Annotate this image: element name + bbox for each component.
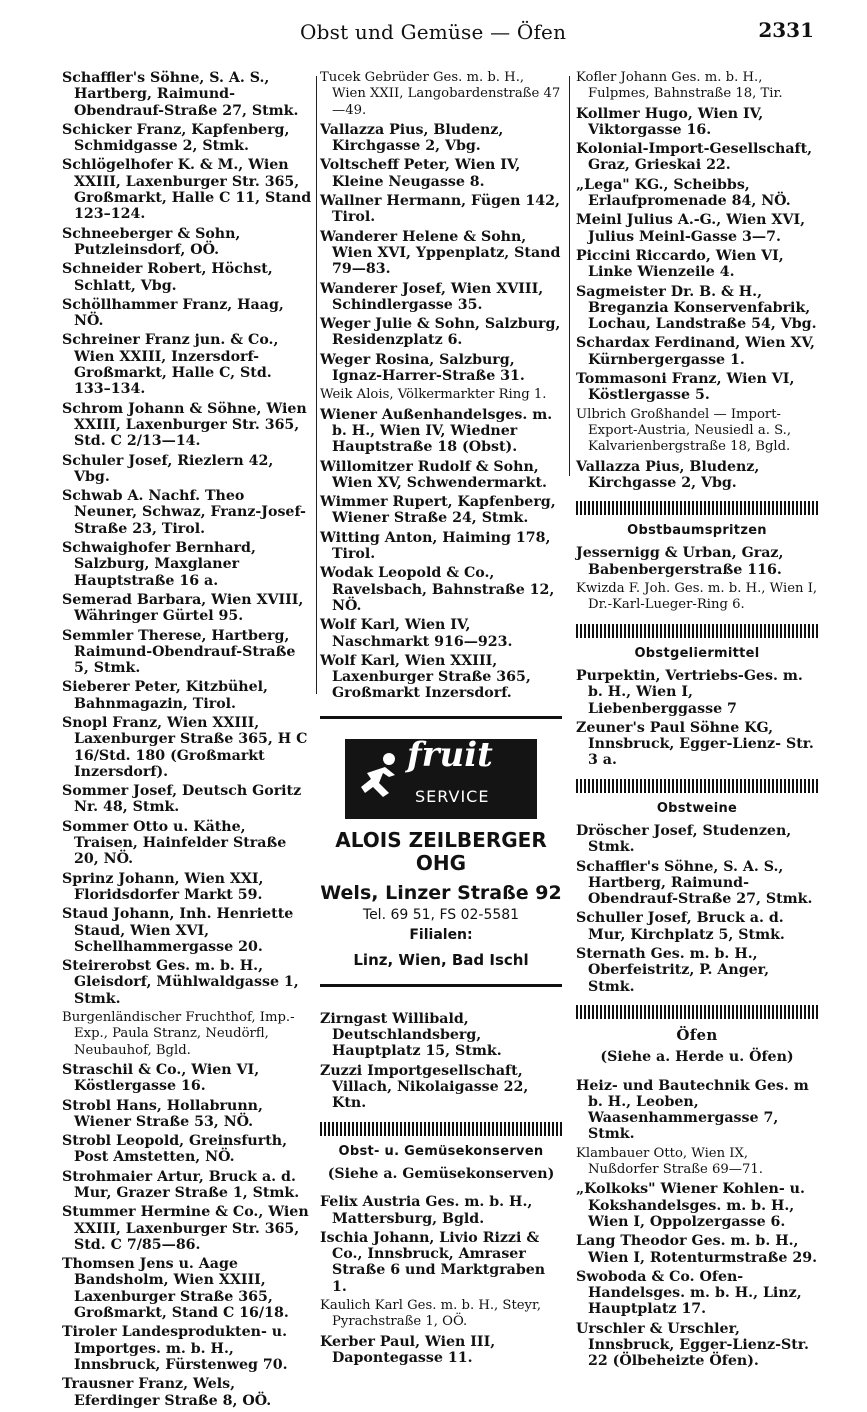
right-entries-section2 [576, 668, 818, 769]
logo-text: fruit [407, 734, 493, 775]
directory-entry: Dröscher Josef, Studenzen, Stmk. [576, 822, 792, 856]
section-subheading: (Siehe a. Herde u. Öfen) [600, 1049, 794, 1066]
directory-entry: Wolf Karl, Wien IV, Naschmarkt 916—923. [320, 617, 513, 650]
directory-entry: Schöllhammer Franz, Haag, NÖ. [62, 296, 284, 330]
ad-branches-label: Filialen: [409, 927, 473, 944]
advertisement [320, 716, 562, 987]
logo-subtext: SERVICE [415, 786, 490, 806]
right-entries-section1 [576, 545, 818, 613]
directory-entry: Strobl Hans, Hollabrunn, Wiener Straße 53, NÖ. [62, 1097, 263, 1130]
directory-entry: Weik Alois, Völkermarkter Ring 1. [320, 387, 547, 403]
middle-entries-bottom [320, 1194, 562, 1366]
directory-entry: Schwaighofer Bernhard, Salzburg, Maxglaner Hauptstraße 16 a. [62, 540, 256, 589]
section-heading-oefen: Öfen [676, 1025, 718, 1044]
directory-entry: Schardax Ferdinand, Wien XV, Kürnbergergasse 1. [576, 335, 815, 368]
column-middle [320, 70, 562, 1369]
directory-entry: Schlögelhofer K. & M., Wien XXIII, Laxenburger Str. 365, Großmarkt, Halle C 11, Stand 123–124. [62, 157, 312, 223]
directory-entry: Strobl Leopold, Greinsfurth, Post Amstetten, NÖ. [62, 1133, 288, 1166]
directory-entry: Sommer Otto u. Käthe, Traisen, Hainfelder Straße 20, NÖ. [62, 818, 287, 868]
directory-entry: Zuzzi Importgesellschaft, Villach, Nikolaigasse 22, Ktn. [320, 1062, 529, 1112]
directory-entry: Kerber Paul, Wien III, Dapontegasse 11. [320, 1333, 496, 1366]
directory-entry: Wolf Karl, Wien XXIII, Laxenburger Straße 365, Großmarkt Inzersdorf. [320, 652, 531, 702]
column-right [576, 70, 818, 1373]
ad-address: Wels, Linzer Straße 92 [320, 881, 562, 904]
page-title: Obst und Gemüse — Öfen [300, 20, 567, 44]
directory-entry: Lang Theodor Ges. m. b. H., Wien I, Rotenturmstraße 29. [576, 1233, 818, 1266]
right-entries-section4 [576, 1078, 818, 1370]
directory-entry: Sommer Josef, Deutsch Goritz Nr. 48, Stmk. [62, 783, 302, 816]
directory-entry: Weger Julie & Sohn, Salzburg, Residenzplatz 6. [320, 316, 561, 349]
directory-entry: Tucek Gebrüder Ges. m. b. H., Wien XXII, Langobardenstraße 47—49. [320, 70, 561, 118]
directory-entry: Zirngast Willibald, Deutschlandsberg, Hauptplatz 15, Stmk. [320, 1010, 502, 1060]
section-separator-bar [576, 1005, 818, 1019]
right-entries-section3 [576, 823, 818, 995]
directory-entry: Semerad Barbara, Wien XVIII, Währinger Gürtel 95. [62, 591, 304, 625]
directory-entry: Schaffler's Söhne, S. A. S., Hartberg, Raimund-Obendrauf-Straße 27, Stmk. [576, 858, 813, 908]
directory-entry: Willomitzer Rudolf & Sohn, Wien XV, Schwendermarkt. [320, 458, 547, 491]
directory-entry: Schneeberger & Sohn, Putzleinsdorf, OÖ. [62, 225, 241, 258]
column-left [62, 70, 312, 1412]
directory-entry: Trausner Franz, Wels, Eferdinger Straße 8, OÖ. [62, 1376, 272, 1409]
middle-entries-mid [320, 1011, 562, 1112]
directory-entry: Piccini Riccardo, Wien VI, Linke Wienzeile 4. [576, 247, 784, 281]
directory-entry: Straschil & Co., Wien VI, Köstlergasse 16. [62, 1061, 260, 1095]
directory-entry: Klambauer Otto, Wien IX, Nußdorfer Straße 69—71. [576, 1145, 763, 1178]
directory-entry: Zeuner's Paul Söhne KG, Innsbruck, Egger-Lienz- Str. 3 a. [576, 719, 814, 769]
directory-entry: Schrom Johann & Söhne, Wien XXIII, Laxenburger Str. 365, Std. C 2/13—14. [62, 400, 307, 450]
directory-entry: Schicker Franz, Kapfenberg, Schmidgasse 2, Stmk. [62, 121, 290, 155]
directory-entry: Urschler & Urschler, Innsbruck, Egger-Lienz-Str. 22 (Ölbeheizte Öfen). [576, 1320, 809, 1370]
ad-branches: Linz, Wien, Bad Ischl [353, 950, 529, 969]
directory-entry: Wanderer Helene & Sohn, Wien XVI, Yppenplatz, Stand 79—83. [320, 228, 561, 278]
directory-entry: Wimmer Rupert, Kapfenberg, Wiener Straße 24, Stmk. [320, 494, 556, 527]
directory-entry: Kaulich Karl Ges. m. b. H., Steyr, Pyrachstraße 1, OÖ. [320, 1298, 542, 1330]
directory-entry: Vallazza Pius, Bludenz, Kirchgasse 2, Vbg. [576, 458, 760, 491]
directory-entry: Staud Johann, Inh. Henriette Staud, Wien XVI, Schellhammergasse 20. [62, 906, 294, 955]
directory-entry: Wanderer Josef, Wien XVIII, Schindlergasse 35. [320, 280, 544, 313]
section-separator-bar [576, 624, 818, 638]
directory-entry: Heiz- und Bautechnik Ges. m b. H., Leoben, Waasenhammergasse 7, Stmk. [576, 1077, 809, 1143]
section-separator-bar [576, 501, 818, 515]
ad-bottom-rule [320, 984, 562, 987]
directory-entry: Schuller Josef, Bruck a. d. Mur, Kirchplatz 5, Stmk. [576, 910, 785, 943]
directory-entry: „Kolkoks" Wiener Kohlen- u. Kokshandelsges. m. b. H., Wien I, Oppolzergasse 6. [576, 1181, 805, 1230]
directory-entry: Steirerobst Ges. m. b. H., Gleisdorf, Mühlwaldgasse 1, Stmk. [62, 958, 299, 1007]
ad-company-line2: OHG [415, 850, 467, 875]
directory-entry: Vallazza Pius, Bludenz, Kirchgasse 2, Vbg. [320, 121, 504, 155]
directory-entry: Burgenländischer Fruchthof, Imp.-Exp., Paula Stranz, Neudörfl, Neubauhof, Bgld. [62, 1010, 295, 1058]
section-separator-bar [576, 779, 818, 793]
directory-entry: Schneider Robert, Höchst, Schlatt, Vbg. [62, 261, 273, 294]
directory-entry: Sagmeister Dr. B. & H., Breganzia Konservenfabrik, Lochau, Landstraße 54, Vbg. [576, 283, 817, 333]
directory-entry: Sprinz Johann, Wien XXI, Floridsdorfer Markt 59. [62, 870, 264, 903]
section-heading-obstweine: Obstweine [656, 800, 738, 816]
directory-entry: Ischia Johann, Livio Rizzi & Co., Innsbruck, Amraser Straße 6 und Marktgraben 1. [320, 1229, 546, 1295]
directory-entry: Stummer Hermine & Co., Wien XXIII, Laxenburger Str. 365, Std. C 7/85—86. [62, 1204, 309, 1253]
ad-top-rule [320, 716, 562, 719]
directory-entry: Tommasoni Franz, Wien VI, Köstlergasse 5. [576, 371, 795, 404]
column-divider-left [316, 76, 317, 694]
directory-entry: „Lega" KG., Scheibbs, Erlaufpromenade 84, NÖ. [576, 176, 791, 210]
directory-entry: Schaffler's Söhne, S. A. S., Hartberg, Raimund-Obendrauf-Straße 27, Stmk. [62, 70, 299, 119]
directory-entry: Schreiner Franz jun. & Co., Wien XXIII, Inzersdorf-Großmarkt, Halle C, Std. 133–134. [62, 332, 279, 398]
directory-entry: Thomsen Jens u. Aage Bandsholm, Wien XXIII, Laxenburger Straße 365, Großmarkt, Stand C 16/18. [62, 1256, 289, 1322]
directory-entry: Snopl Franz, Wien XXIII, Laxenburger Straße 365, H C 16/Std. 180 (Großmarkt Inzersdorf). [62, 714, 308, 780]
directory-entry: Wiener Außenhandelsges. m. b. H., Wien IV, Wiedner Hauptstraße 18 (Obst). [320, 406, 553, 456]
page-header [0, 0, 867, 50]
directory-entry: Weger Rosina, Salzburg, Ignaz-Harrer-Straße 31. [320, 351, 525, 385]
directory-entry: Kwizda F. Joh. Ges. m. b. H., Wien I, Dr.-Karl-Lueger-Ring 6. [576, 581, 818, 613]
directory-entry: Wodak Leopold & Co., Ravelsbach, Bahnstraße 12, NÖ. [320, 565, 555, 614]
directory-entry: Sieberer Peter, Kitzbühel, Bahnmagazin, Tirol. [62, 679, 268, 712]
middle-entries-top [320, 70, 562, 702]
directory-entry: Strohmaier Artur, Bruck a. d. Mur, Grazer Straße 1, Stmk. [62, 1168, 300, 1201]
directory-entry: Semmler Therese, Hartberg, Raimund-Obendrauf-Straße 5, Stmk. [62, 627, 296, 677]
directory-entry: Voltscheff Peter, Wien IV, Kleine Neugasse 8. [320, 157, 521, 190]
section-heading-obst-gemuesekonserven: Obst- u. Gemüsekonserven [338, 1143, 544, 1159]
ad-telephone: Tel. 69 51, FS 02-5581 [362, 906, 520, 923]
directory-entry: Purpektin, Vertriebs-Ges. m. b. H., Wien I, Liebenberggasse 7 [576, 667, 803, 717]
page-number: 2331 [758, 18, 814, 42]
ad-company-line1: ALOIS ZEILBERGER [335, 827, 547, 852]
directory-entry: Schwab A. Nachf. Theo Neuner, Schwaz, Franz-Josef-Straße 23, Tirol. [62, 488, 306, 537]
fruit-service-logo [345, 734, 537, 819]
column-divider-right [569, 76, 570, 476]
directory-entry: Witting Anton, Haiming 178, Tirol. [320, 529, 551, 563]
directory-entry: Meinl Julius A.-G., Wien XVI, Julius Meinl-Gasse 3—7. [576, 212, 806, 245]
directory-entry: Schuler Josef, Riezlern 42, Vbg. [62, 452, 274, 485]
section-subheading: (Siehe a. Gemüsekonserven) [327, 1165, 555, 1182]
directory-entry: Sternath Ges. m. b. H., Oberfeistritz, P. Anger, Stmk. [576, 946, 770, 995]
directory-entry: Kolonial-Import-Gesellschaft, Graz, Grieskai 22. [576, 141, 813, 174]
directory-entry: Swoboda & Co. Ofen-Handelsges. m. b. H., Linz, Hauptplatz 17. [576, 1268, 802, 1318]
directory-entry: Ulbrich Großhandel — Import-Export-Austria, Neusiedl a. S., Kalvarienbergstraße 18, Bgld. [576, 406, 792, 455]
directory-entry: Kollmer Hugo, Wien IV, Viktorgasse 16. [576, 105, 764, 138]
directory-entry: Felix Austria Ges. m. b. H., Mattersburg, Bgld. [320, 1194, 533, 1227]
spacer [320, 999, 562, 1011]
directory-entry: Wallner Hermann, Fügen 142, Tirol. [320, 193, 560, 226]
directory-entry: Kofler Johann Ges. m. b. H., Fulpmes, Bahnstraße 18, Tir. [576, 70, 783, 102]
directory-entry: Jessernigg & Urban, Graz, Babenbergerstraße 116. [576, 545, 784, 578]
ad-company-name [320, 829, 562, 875]
section-heading-obstgeliermittel: Obstgeliermittel [634, 645, 760, 661]
section-separator-bar [320, 1122, 562, 1136]
running-figure-icon [359, 747, 403, 807]
section-heading-obstbaumspritzen: Obstbaumspritzen [627, 523, 767, 539]
directory-entry: Tiroler Landesprodukten- u. Importges. m. b. H., Innsbruck, Fürstenweg 70. [62, 1324, 288, 1373]
right-entries-top [576, 70, 818, 491]
